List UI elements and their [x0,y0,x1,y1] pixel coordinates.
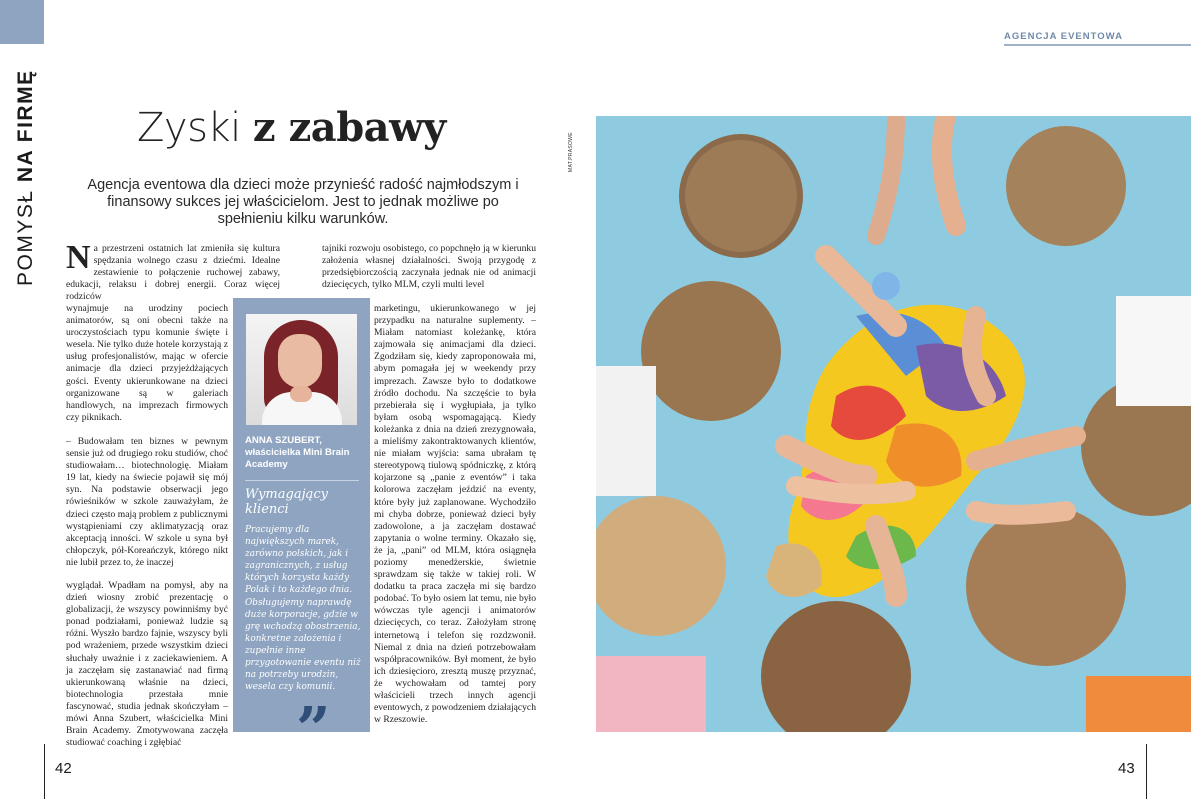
title-light: Zyski [137,105,241,151]
sidebar-heading: Wymagający klienci [245,487,328,517]
drop-cap: N [66,239,91,276]
col1-part-d-text: wyglądał. Wpadłam na pomysł, aby na dzień wiosny zrobić prezentację o globalizacji, że wszyscy powinniśmy być ponad podziałami, ponieważ ludzie są różni. Wyszło bardzo fajnie, wszyscy byli pod wrażeniem, przede wszystkim dzieci słuchały uważnie i z zaciekawieniem. A ja zaczęłam się zastanawiać nad firmą ukierunkowaną właśnie na dzieci, biotechnologia przestała mnie fascynować, studia jednak skończyłam – mówi Anna Szubert, właścicielka Mini Brain Academy. Zmotywowana zaczęła studiować coaching i zgłębiać [66,580,228,749]
section-header-rule [1004,44,1191,46]
col1-intro-text: a przestrzeni ostatnich lat zmieniła się kultura spędzania wolnego czasu z dziećmi. Idealne zestawienie to połączenie ruchowej zabawy, edukacji, relaksu i dobrej energii. Coraz więcej rodziców [66,243,280,303]
column-1-part-d [66,580,228,749]
sidebar-person [245,435,363,471]
article-lead: Agencja eventowa dla dzieci może przynieść radość najmłodszym i finansowy sukces jej właścicielom. Jest to jednak możliwe po spełnieniu kilku warunków. [87,177,519,227]
portrait-photo [246,314,357,425]
col1-part-c-text: – Budowałam ten biznes w pewnym sensie już od drugiego roku studiów, choć studiowałam… biotechnologię. Miałam 19 lat, kiedy na świecie pojawił się mój syn. Na podstawie obserwacji jego rówieśników w szkole zauważyłam, że dzieci często mają problem z publicznymi wystąpieniami czy aklimatyzacją oraz akceptacją inności. W szkole u syna był chłopczyk, pół-Koreańczyk, którego nikt nie lubił przez to, że inaczej [66,436,228,568]
main-photo [596,116,1191,732]
column-1-part-c [66,436,228,569]
page-rule-left [44,744,45,799]
quote-mark: ” [296,695,331,765]
page-number-left: 42 [55,760,72,777]
title-bold: z zabawy [252,104,446,151]
sidebar-divider [245,480,359,481]
column-1-part-b [66,303,228,424]
sidebar-box [233,298,370,732]
section-label-bold: NA FIRMĘ [14,69,37,183]
photo-credit [568,132,580,176]
section-label-light: POMYSŁ [14,189,37,286]
photo-credit-text: MAT.PRASOWE [568,132,574,172]
children-play-illustration [596,116,1191,732]
column-2-part-b [374,303,536,726]
column-2-intro [322,243,536,291]
sidebar-quote: Pracujemy dla największych marek, zarówno polskich, jak i zagranicznych, z usług których korzysta każdy Polak i to każdego dnia. Obsługujemy naprawdę duże korporacje, gdzie w grę wchodzą obostrzenia, konkretne założenia i zupełnie inne przygotowanie eventu niż na potrzeby urodzin, wesela czy komunii. [245,525,361,693]
col2-intro-text: tajniki rozwoju osobistego, co popchnęło ją w kierunku założenia własnej działalności. Swoją przygodę z przedsiębiorczością zaczynała jednak nie od animacji dziecięcych, tylko MLM, czyli multi level [322,243,536,291]
corner-accent [0,0,44,44]
col1-part-b-text: wynajmuje na urodziny pociech animatorów, są oni obecni także na uroczystościach typu komunie święte i wesela. Nie tylko duże hotele korzystają z usług profesjonalistów, mając w ofercie animacje dla dzieci przyjeżdżających gości. Eventy ukierunkowane na dzieci organizowane są w galeriach handlowych, na imprezach firmowych czy piknikach. [66,303,228,423]
section-header-right: AGENCJA EVENTOWA [1004,31,1123,42]
article-title [137,104,446,151]
page-number-right: 43 [1118,760,1135,777]
sidebar-person-role: właścicielka Mini Brain Academy [245,447,350,470]
page-rule-right [1146,744,1147,799]
column-1-intro [66,239,280,303]
section-label [14,50,44,290]
sidebar-person-name: ANNA SZUBERT, [245,435,322,446]
col2-part-b-text: marketingu, ukierunkowanego w jej przypadku na naturalne suplementy. – Miałam natomiast koleżankę, która zajmowała się animacjami dla dzieci. Zgodziłam się, kiedy zaproponowała mi, abym pomagała jej w weekendy przy imprezach. Zawsze było to dodatkowe źródło dochodu. Na szczęście to była przebierała się i wygłupiała, ja tylko byłam osobą wspomagającą. Kiedy koleżanka z dnia na dzień zrezygnowała, a mieliśmy zakontraktowanych klientów, nie miałam wyjścia: sama ubrałam tę stereotypową tiulową spódniczkę, z którą kojarzone są „panie z eventów” i taka kolorowa zaczęłam jeździć na eventy, które były już zaplanowane. Wychodziło mi chyba dobrze, ponieważ dzieci były zadowolone, a ja zaczęłam dostawać zapytania o wolne terminy. Okazało się, że ja, „pani” od MLM, która osiągnęła poziomy menedżerskie, świetnie sprawdzam się także w takiej roli. W dodatku ta praca zaczęła mi się bardzo podobać. To było osiem lat temu, nie było wówczas tyle agencji i animatorów dziecięcych, co teraz. Założyłam stronę internetową i telefon się rozdzwonił. Niemal z dnia na dzień potrzebowałam współpracowników. Był moment, że było ich dziesięcioro, zresztą muszę przyznać, że wychowałam od tamtej pory właścicieli trzech innych agencji eventowych, z powodzeniem działających w Rzeszowie. [374,303,536,726]
